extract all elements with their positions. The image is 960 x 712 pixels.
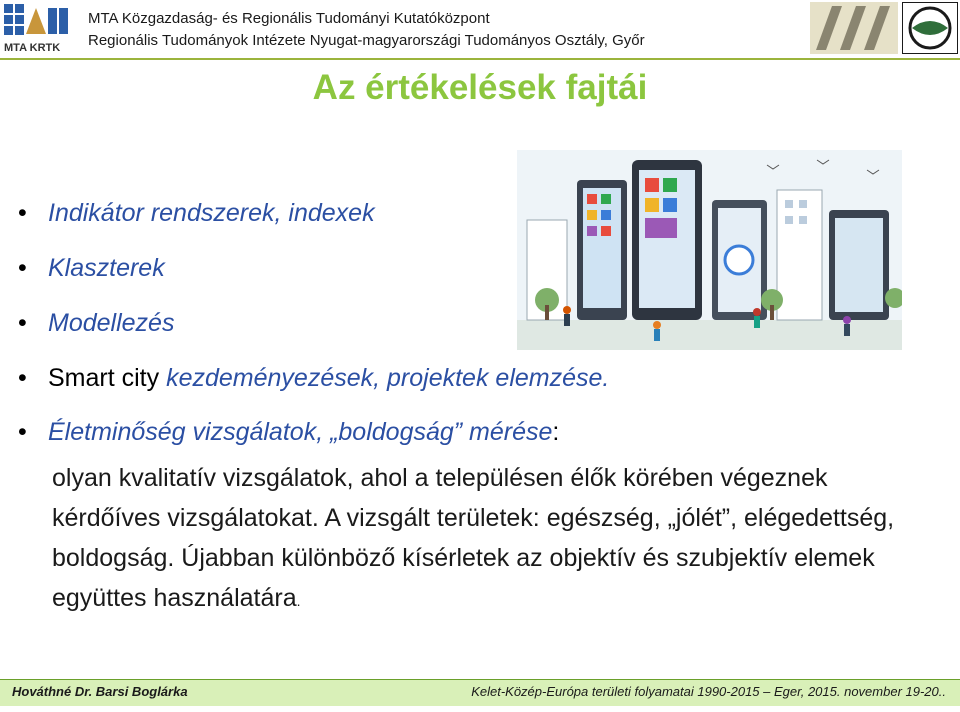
smart-city-illustration	[517, 150, 902, 350]
slide-title-text: Az értékelések fajtái	[312, 68, 648, 107]
bullet-dot: •	[18, 254, 27, 282]
rkk-logo	[810, 2, 898, 54]
bullet-dot: •	[18, 309, 27, 337]
bullet-smart-city	[18, 364, 609, 393]
mta-logo	[4, 4, 68, 40]
footer-conference: Kelet-Közép-Európa területi folyamatai 1990-2015 – Eger, 2015. november 19-20..	[471, 684, 946, 699]
header-institution: MTA Közgazdaság- és Regionális Tudományi Kutatóközpont	[88, 10, 490, 27]
bullet-text-plain: Smart city	[48, 364, 167, 392]
bullet-text-italic: kezdeményezések, projektek elemzése.	[166, 364, 610, 392]
bullet-quality-of-life	[18, 418, 559, 447]
bullet-text-italic: Életminőség vizsgálatok, „boldogság” mérése	[48, 418, 553, 446]
bullet-modelling	[18, 309, 174, 338]
bullet-clusters	[18, 254, 165, 283]
bullet-text: Modellezés	[48, 309, 175, 337]
bullet-indicator-systems	[18, 199, 375, 228]
bullet-dot: •	[18, 199, 27, 227]
description-text: olyan kvalitatív vizsgálatok, ahol a településen élők körében végeznek kérdőíves vizsgálatokat. A vizsgált területek: egészség, „jólét”, elégedettség, boldogság. Újabban különböző kísérletek az objektív és szubjektív elemek együttes használatára	[52, 464, 895, 612]
quality-of-life-description	[52, 458, 932, 621]
university-logo	[902, 2, 958, 54]
bullet-text: Indikátor rendszerek, indexek	[48, 199, 375, 227]
description-period: .	[296, 593, 301, 609]
header-department: Regionális Tudományok Intézete Nyugat-magyarországi Tudományos Osztály, Győr	[88, 32, 645, 49]
bullet-text-plain: :	[552, 418, 560, 446]
header-divider	[0, 58, 960, 60]
bullet-dot: •	[18, 364, 27, 392]
bullet-text: Klaszterek	[48, 254, 165, 282]
slide-title	[0, 68, 960, 108]
logo-caption: MTA KRTK	[4, 42, 61, 54]
bullet-dot: •	[18, 418, 27, 446]
footer-author: Hováthné Dr. Barsi Boglárka	[12, 684, 188, 699]
